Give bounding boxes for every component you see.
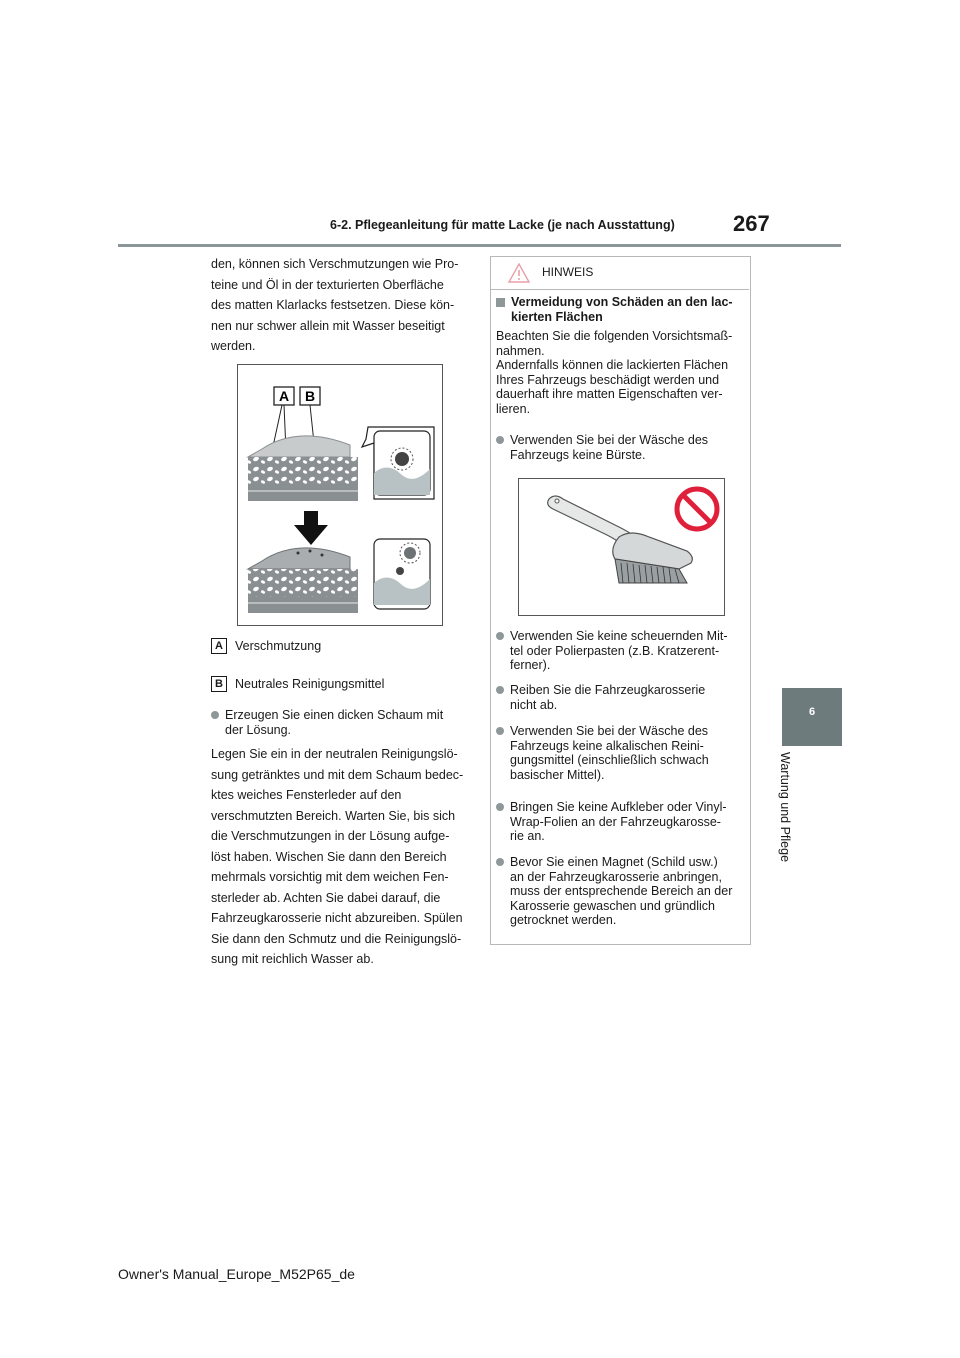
text-line: verschmutzten Bereich. Warten Sie, bis sich	[211, 808, 456, 823]
notice-intro: Beachten Sie die folgenden Vorsichtsmaß- nahmen. Andernfalls können die lackierten Flächen Ihres Fahrzeugs beschädigt werden und dauerhaft ihre matten Eigenschaften ver- lieren.	[496, 329, 733, 416]
page-number: 267	[733, 211, 770, 236]
text-line: der Lösung.	[225, 722, 292, 737]
text-line: des matten Klarlacks festsetzen. Diese kön-	[211, 298, 455, 312]
chapter-number: 6	[808, 706, 816, 718]
bullet-dot-icon	[496, 632, 504, 640]
paint-layer-illustration	[238, 365, 442, 625]
bullet-dot-icon	[496, 858, 504, 866]
text-line: mehrmals vorsichtig mit dem weichen Fen-	[211, 870, 449, 884]
paint-layer-figure	[237, 364, 443, 626]
chapter-tab	[782, 688, 842, 746]
chapter-title: Wartung und Pflege	[778, 752, 792, 863]
figure-tag-b: B	[304, 388, 316, 404]
cleaning-paragraph	[211, 744, 475, 970]
header-rule	[118, 244, 841, 247]
label-a-text: Verschmutzung	[235, 639, 322, 653]
notice-heading: Vermeidung von Schäden an den lac- kierten Flächen	[496, 295, 746, 324]
text-line: sung mit reichlich Wasser ab.	[211, 952, 374, 966]
label-b-tag: B	[211, 676, 227, 692]
notice-bullet: Bevor Sie einen Magnet (Schild usw.) an der Fahrzeugkarosserie anbringen, muss der entsprechende Bereich an der Karosserie gewaschen und gründlich getrocknet werden.	[496, 855, 746, 928]
figure-tag-a: A	[278, 388, 290, 404]
text-line: sterleder ab. Achten Sie dabei darauf, die	[211, 890, 441, 905]
text-line: Erzeugen Sie einen dicken Schaum mit	[225, 708, 444, 722]
text-line: werden.	[211, 339, 256, 353]
text-line: Legen Sie ein in der neutralen Reinigungslö-	[211, 747, 458, 761]
notice-bullet: Verwenden Sie bei der Wäsche des Fahrzeugs keine alkalischen Reini- gungsmittel (einschließlich schwach basischer Mittel).	[496, 724, 746, 782]
text-line: sung getränktes und mit dem Schaum bedec-	[211, 767, 464, 782]
text-line: den, können sich Verschmutzungen wie Pro-	[211, 257, 459, 271]
notice-bullet: Bringen Sie keine Aufkleber oder Vinyl- Wrap-Folien an der Fahrzeugkarosse- rie an.	[496, 800, 746, 844]
label-b-text: Neutrales Reinigungsmittel	[235, 677, 385, 691]
bullet-dot-icon	[496, 727, 504, 735]
notice-bullet: Verwenden Sie bei der Wäsche des Fahrzeugs keine Bürste.	[496, 433, 746, 462]
text-line: ktes weiches Fensterleder auf den	[211, 788, 402, 802]
footer-doc-id: Owner's Manual_Europe_M52P65_de	[118, 1266, 355, 1282]
notice-title: HINWEIS	[542, 265, 594, 279]
text-line: Sie dann den Schmutz und die Reinigungslö-	[211, 931, 462, 946]
brush-illustration	[519, 479, 724, 615]
text-line: die Verschmutzungen in der Lösung aufge-	[211, 829, 450, 843]
text-line: Fahrzeugkarosserie nicht abzureiben. Spülen	[211, 911, 463, 925]
label-a-row	[211, 638, 321, 654]
bullet-dot-icon	[496, 803, 504, 811]
section-title: 6-2. Pflegeanleitung für matte Lacke (je nach Ausstattung)	[330, 218, 675, 232]
notice-bullet: Verwenden Sie keine scheuernden Mit- tel oder Polierpasten (z.B. Kratzerent- ferner).	[496, 629, 746, 673]
label-a-tag: A	[211, 638, 227, 654]
bullet-dot-icon	[211, 711, 219, 719]
text-line: teine und Öl in der texturierten Oberfläche	[211, 277, 444, 292]
intro-paragraph	[211, 254, 475, 357]
text-line: löst haben. Wischen Sie dann den Bereich	[211, 849, 447, 864]
brush-prohibited-figure	[518, 478, 725, 616]
bullet-dot-icon	[496, 436, 504, 444]
foam-bullet	[211, 708, 475, 737]
text-line: nen nur schwer allein mit Wasser beseitigt	[211, 318, 445, 333]
warning-triangle-icon	[508, 263, 530, 288]
bullet-dot-icon	[496, 686, 504, 694]
notice-bullet: Reiben Sie die Fahrzeugkarosserie nicht ab.	[496, 683, 746, 712]
label-b-row	[211, 676, 384, 692]
square-bullet-icon	[496, 298, 505, 307]
